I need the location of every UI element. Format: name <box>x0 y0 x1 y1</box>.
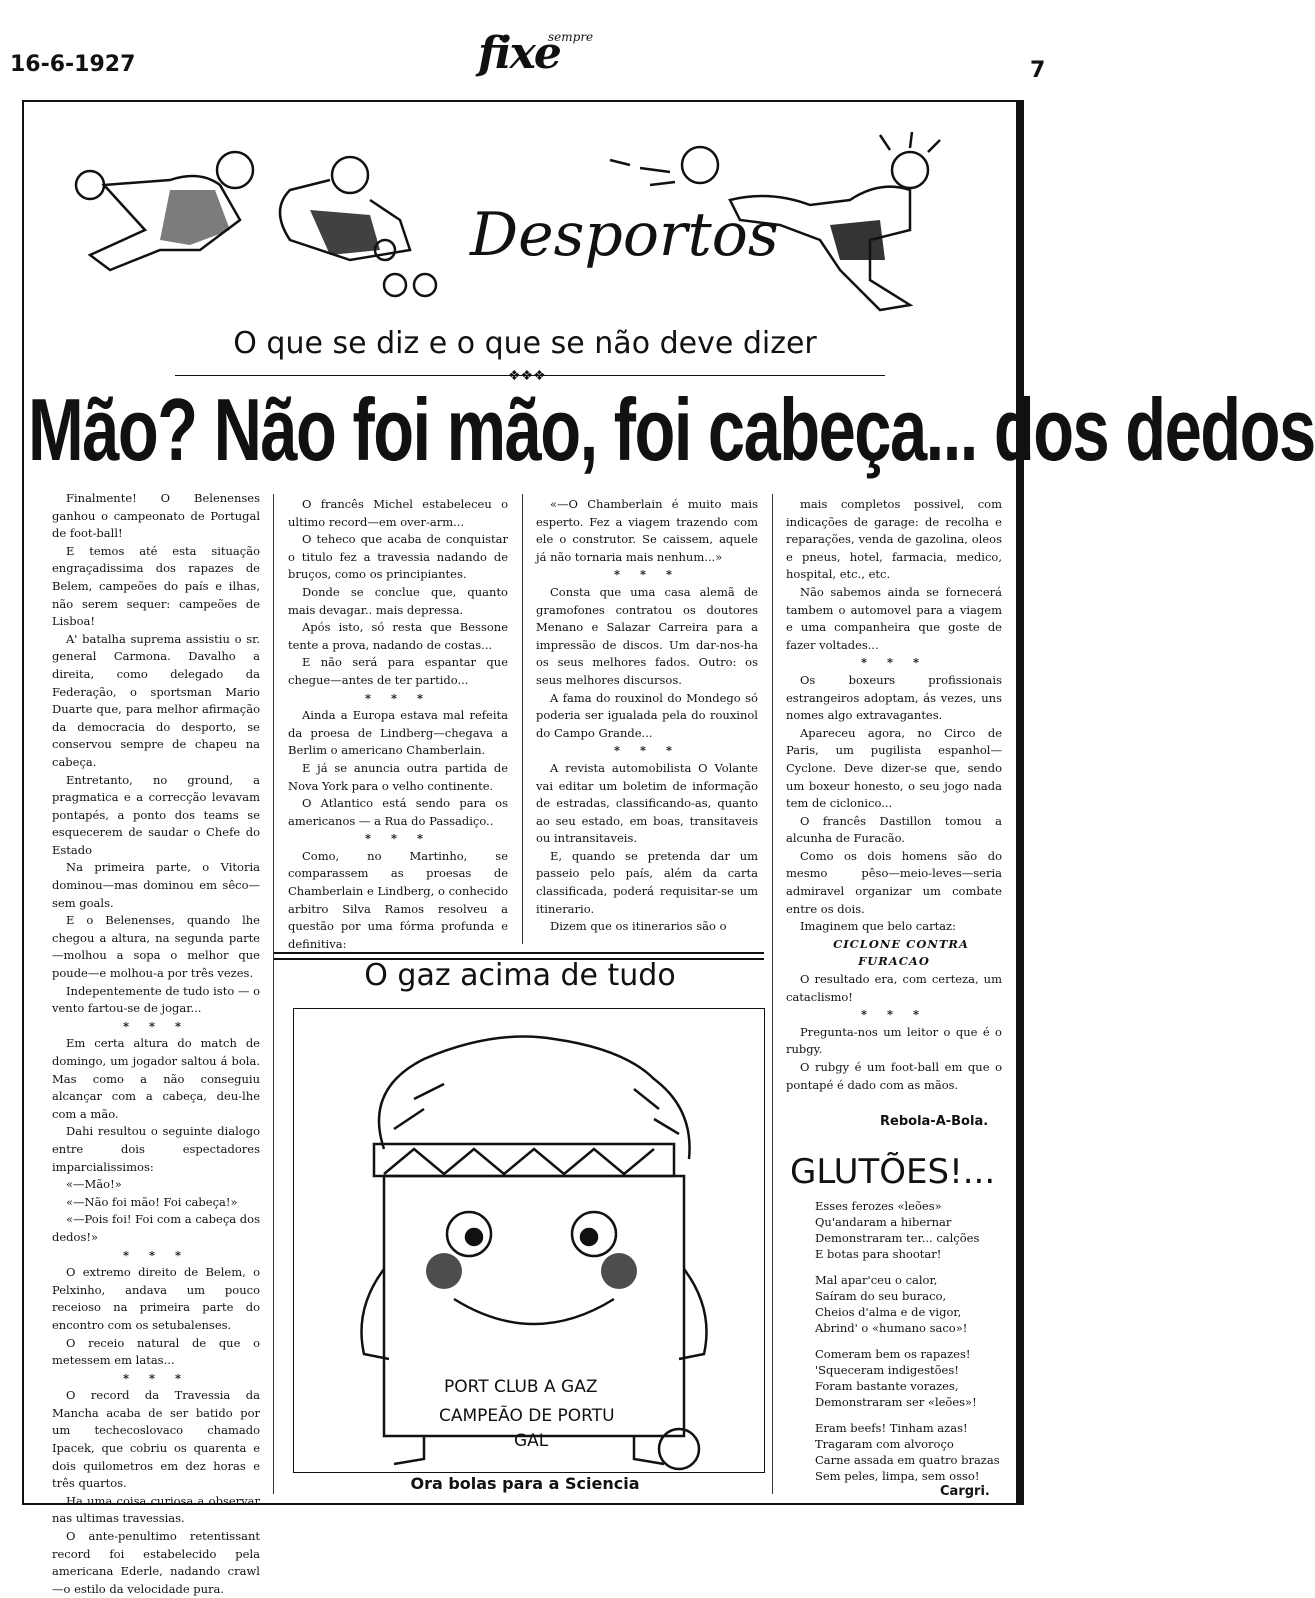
poem-stanza <box>815 1198 1015 1262</box>
paragraph: O francês Dastillon tomou a alcunha de Furacão. <box>786 813 1002 846</box>
paragraph: O extremo direito de Belem, o Pelxinho, andava um pouco receioso na primeira parte do encontro com os setubalenses. <box>52 1265 260 1332</box>
signature-cargri: Cargri. <box>940 1484 990 1499</box>
paragraph: Indepentemente de tudo isto — o vento fartou-se de jogar... <box>52 983 260 1016</box>
tank-label-3: GAL <box>514 1431 549 1451</box>
paragraph: O receio natural de que o metessem em latas... <box>52 1335 260 1368</box>
paragraph: Como, no Martinho, se comparassem as proesas de Chamberlain e Lindberg, o conhecido arbitro Silva Ramos resolveu a questão por uma fórma profunda e definitiva: <box>288 848 508 951</box>
stars-divider: * * * <box>613 567 681 582</box>
paragraph: mais completos possivel, com indicações de garage: de recolha e reparações, venda de gazolina, oleos e pneus, hotel, farmacia, medico, hospital, etc., etc. <box>786 497 1002 582</box>
poem-line: Sem peles, limpa, sem osso! <box>815 1469 980 1483</box>
column-2 <box>288 496 508 953</box>
poem-line: Tragaram com alvoroço <box>815 1437 954 1451</box>
column-rule <box>772 494 773 1494</box>
paragraph: Não sabemos ainda se fornecerá tambem o automovel para a viagem e uma companheira que goste de fazer voltades... <box>786 584 1002 652</box>
poem-line: Demonstraram ter... calções <box>815 1231 980 1245</box>
paragraph: Ainda a Europa estava mal refeita da proesa de Lindberg—chegava a Berlim o americano Chamberlain. <box>288 708 508 758</box>
gas-tank-cartoon <box>293 1008 765 1473</box>
headline: Mão? Não foi mão, foi cabeça... dos dedos <box>28 380 1315 479</box>
poem-stanza <box>815 1420 1015 1484</box>
paragraph: Após isto, só resta que Bessone tente a prova, nadando de costas... <box>288 620 508 652</box>
page-number: 7 <box>1030 58 1046 83</box>
tank-label-1: PORT CLUB A GAZ <box>444 1377 598 1397</box>
ornament-icon: ❖❖❖ <box>508 368 546 384</box>
paragraph: Imaginem que belo cartaz: <box>800 919 956 934</box>
column-1 <box>52 490 260 1598</box>
poem-line: E botas para shootar! <box>815 1247 942 1261</box>
stars-divider: * * * <box>613 743 681 758</box>
stars-divider: * * * <box>860 655 928 670</box>
stars-divider: * * * <box>122 1247 190 1262</box>
masthead-small: sempre <box>548 30 594 44</box>
paragraph: «—O Chamberlain é muito mais esperto. Fez a viagem trazendo com ele o construtor. Se caissem, aquele já não tornaria mais nenhum...» <box>536 497 758 564</box>
paragraph: Em certa altura do match de domingo, um jogador saltou á bola. Mas como a não conseguiu alcançar com a cabeça, deu-lhe com a mão. <box>52 1036 260 1121</box>
stars-divider: * * * <box>860 1007 928 1022</box>
paragraph: O teheco que acaba de conquistar o titulo fez a travessia nadando de bruços, como os principiantes. <box>288 532 508 582</box>
paragraph: Os boxeurs profissionais estrangeiros adoptam, ás vezes, uns nomes algo extravagantes. <box>786 672 1002 723</box>
paragraph: Finalmente! O Belenenses ganhou o campeonato de Portugal de foot-ball! <box>52 491 260 541</box>
poem-line: Mal apar'ceu o calor, <box>815 1273 938 1287</box>
paragraph: E temos até esta situação engraçadissima dos rapazes de Belem, campeões do país e ilhas, não serem sequer: campeões de Lisboa! <box>52 543 260 629</box>
column-rule <box>273 494 274 1494</box>
poem-line: Saíram do seu buraco, <box>815 1289 947 1303</box>
poem-stanza <box>815 1346 1015 1410</box>
subtitle: O que se diz e o que se não deve dizer <box>233 326 817 361</box>
paragraph: Pregunta-nos um leitor o que é o rubgy. <box>786 1024 1002 1057</box>
gaz-title: O gaz acima de tudo <box>364 958 676 993</box>
paragraph: E, quando se pretenda dar um passeio pelo país, além da carta classificada, poderá requisitar-se um itinerario. <box>536 848 758 916</box>
issue-date: 16-6-1927 <box>10 52 136 77</box>
paragraph: E já se anuncia outra partida de Nova York para o velho continente. <box>288 760 508 793</box>
paragraph: O Atlantico está sendo para os americanos — a Rua do Passadiço.. <box>288 796 508 828</box>
paragraph: A fama do rouxinol do Mondego só poderia ser igualada pela do rouxinol do Campo Grande... <box>536 690 758 740</box>
column-rule <box>522 494 523 944</box>
paragraph: Ha uma coisa curiosa a observar nas ultimas travessias. <box>52 1493 260 1526</box>
stars-divider: * * * <box>364 690 432 705</box>
stars-divider: * * * <box>122 1370 190 1385</box>
poem-line: Carne assada em quatro brazas <box>815 1453 1000 1467</box>
poem-line: Eram beefs! Tinham azas! <box>815 1421 968 1435</box>
paragraph: Dizem que os itinerarios são o <box>550 919 727 934</box>
poem-line: Comeram bem os rapazes! <box>815 1347 971 1361</box>
poem-line: Esses ferozes «leões» <box>815 1199 942 1213</box>
poem-line: Abrind' o «humano saco»! <box>815 1321 968 1335</box>
poem-line: Qu'andaram a hibernar <box>815 1215 952 1229</box>
paragraph: E não será para espantar que chegue—antes de ter partido... <box>288 655 508 687</box>
boxing-glove-icon <box>76 171 104 199</box>
paragraph: Apareceu agora, no Circo de Paris, um pugilista espanhol—Cyclone. Deve dizer-se que, sendo um boxeur honesto, o seu jogo nada tem de ciclonico... <box>786 725 1002 811</box>
poem-line: Demonstraram ser «leões»! <box>815 1395 977 1409</box>
glutoes-poem <box>815 1198 1015 1494</box>
paragraph: E o Belenenses, quando lhe chegou a altura, na segunda parte—molhou a sopa o melhor que poude—e molhou-a por três vezes. <box>52 913 260 981</box>
paragraph: CICLONE CONTRA FURACAO <box>833 936 969 969</box>
paragraph: Donde se conclue que, quanto mais devagar.. mais depressa. <box>288 584 508 617</box>
paragraph: Dahi resultou o seguinte dialogo entre dois espectadores imparcialissimos: <box>52 1124 260 1174</box>
poem-line: Foram bastante vorazes, <box>815 1379 959 1393</box>
paragraph: A' batalha suprema assistiu o sr. general Carmona. Davalho a direita, como delegado da Federação, o sportsman Mario Duarte que, para melhor afirmação da democracia do desporto, se conservou sempre de chapeu na cabeça. <box>52 631 260 769</box>
paragraph: O francês Michel estabeleceu o ultimo record—em over-arm... <box>288 497 508 529</box>
cartoon-caption: Ora bolas para a Sciencia <box>410 1474 640 1493</box>
stars-divider: * * * <box>122 1018 190 1033</box>
paragraph: Na primeira parte, o Vitoria dominou—mas dominou em sêco—sem goals. <box>52 860 260 910</box>
section-title: Desportos <box>470 200 779 270</box>
column-4 <box>786 496 1002 1094</box>
paragraph: O ante-penultimo retentissant record foi estabelecido pela americana Ederle, nadando crawl—o estilo da velocidade pura. <box>52 1529 260 1596</box>
football-icon <box>682 147 718 183</box>
masthead-logo: fixe <box>478 28 560 79</box>
paragraph: O resultado era, com certeza, um cataclismo! <box>786 972 1002 1004</box>
stars-divider: * * * <box>364 831 432 846</box>
paragraph: Consta que uma casa alemã de gramofones contratou os doutores Menano e Salazar Carreira para a impressão de discos. Um dar-nos-ha os seus melhores fados. Outro: os seus melhores discursos. <box>536 584 758 687</box>
paragraph: Entretanto, no ground, a pragmatica e a correcção levavam pontapés, a ponto dos teams se esquecerem de saudar o Chefe do Estado <box>52 772 260 857</box>
tank-label-2: CAMPEÃO DE PORTU <box>439 1406 615 1426</box>
paragraph: A revista automobilista O Volante vai editar um boletim de informação de estradas, classificando-as, quanto ao seu estado, em boas, transitaveis ou intransitaveis. <box>536 760 758 846</box>
signature-rebola: Rebola-A-Bola. <box>880 1114 989 1129</box>
poem-stanza <box>815 1272 1015 1336</box>
paragraph: «—Mão!» <box>66 1177 122 1192</box>
column-3 <box>536 496 758 936</box>
glutoes-title: GLUTÕES!... <box>790 1152 996 1192</box>
poem-line: Cheios d'alma e de vigor, <box>815 1305 962 1319</box>
paragraph: «—Não foi mão! Foi cabeça!» <box>66 1194 238 1209</box>
paragraph: «—Pois foi! Foi com a cabeça dos dedos!» <box>52 1212 260 1244</box>
paragraph: O record da Travessia da Mancha acaba de ser batido por um techecoslovaco chamado Ipacek, que cobriu os quarenta e dois quilometros em dez horas e três quartos. <box>52 1388 260 1491</box>
paragraph: O rubgy é um foot-ball em que o pontapé é dado com as mãos. <box>786 1060 1002 1092</box>
paragraph: Como os dois homens são do mesmo pêso—meio-leves—seria admiravel organizar um combate entre os dois. <box>786 848 1002 916</box>
poem-line: 'Squeceram indigestões! <box>815 1363 959 1377</box>
